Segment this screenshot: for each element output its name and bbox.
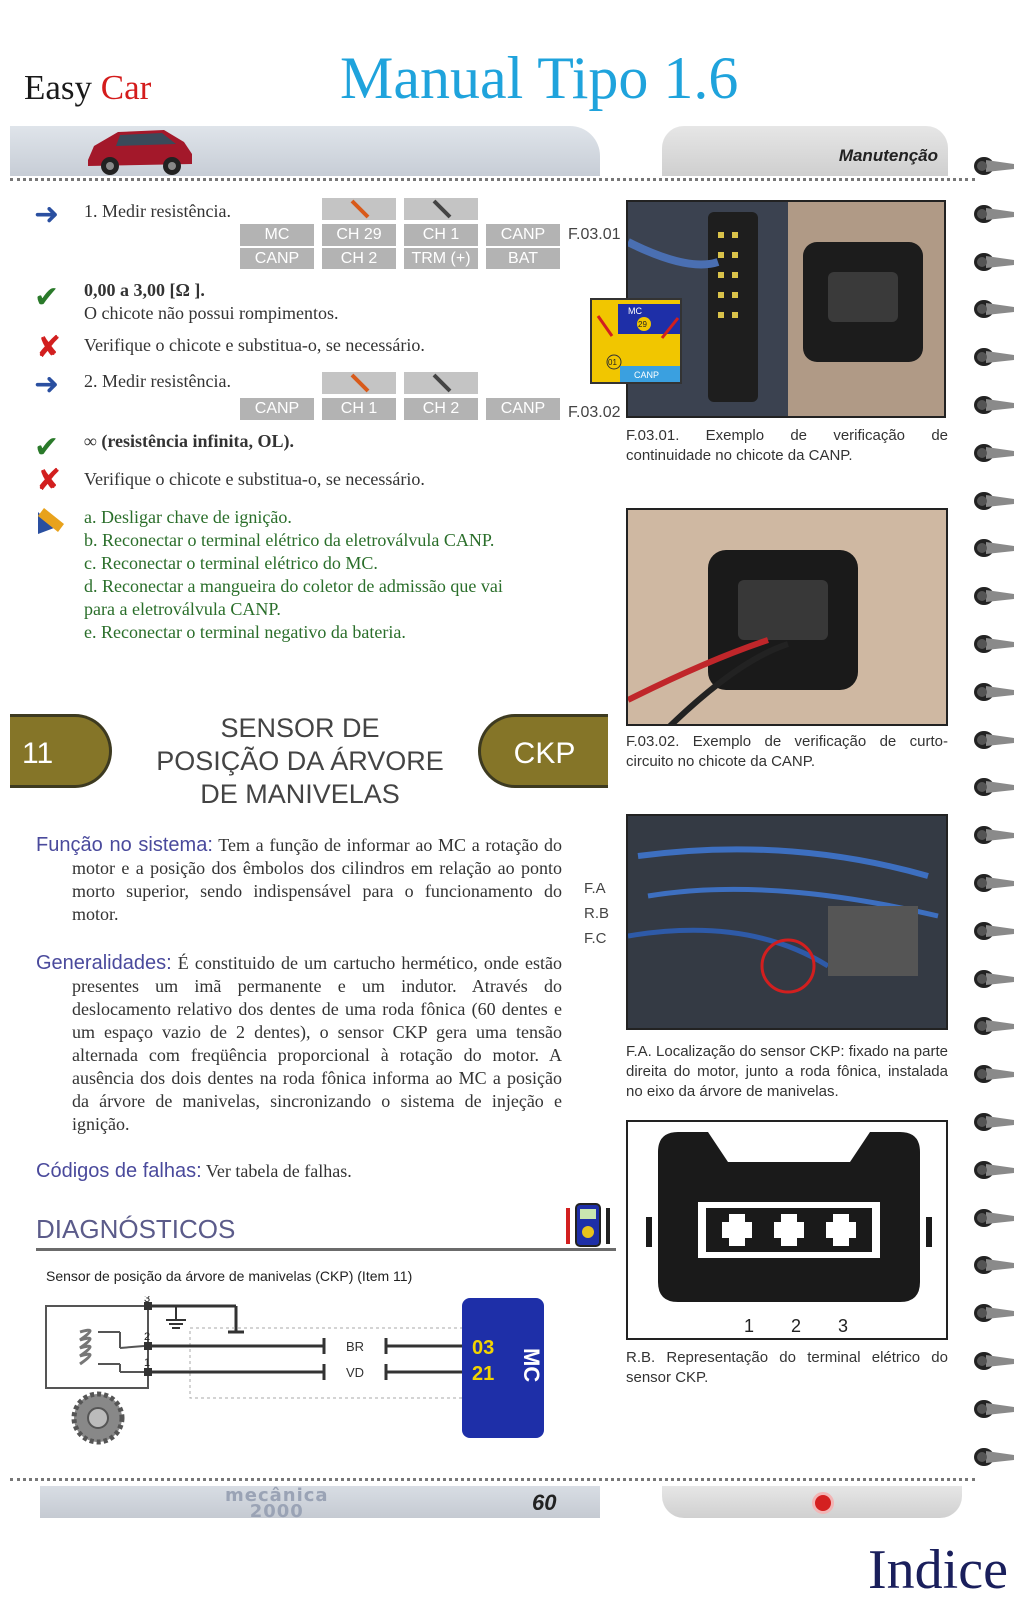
- header-divider: [10, 178, 975, 182]
- section-code: CKP: [478, 714, 608, 788]
- section-title-line: POSIÇÃO DA ÁRVORE: [156, 746, 444, 776]
- test2-cell: CANP: [486, 398, 560, 420]
- spiral-ring: [972, 394, 1016, 416]
- spiral-ring: [972, 872, 1016, 894]
- cross-icon: ✘: [36, 330, 62, 365]
- test1-ok-value: 0,00 a 3,00 [Ω ].: [84, 280, 205, 300]
- photo-fig-a: [626, 814, 948, 1030]
- spiral-ring: [972, 681, 1016, 703]
- spiral-ring: [972, 776, 1016, 798]
- spiral-ring: [972, 203, 1016, 225]
- spiral-ring: [972, 1015, 1016, 1037]
- test1-instruction: 1. Medir resistência.: [84, 201, 231, 221]
- funcao-paragraph: [36, 834, 562, 926]
- arrow-icon: ➜: [34, 197, 60, 232]
- figure-caption: F.A. Localização do sensor CKP: fixado na parte direita do motor, junto a roda fônica, instalada no eixo da árvore de manivelas.: [626, 1043, 948, 1100]
- connector-pin-label: 2: [791, 1316, 802, 1336]
- spiral-ring: [972, 1446, 1016, 1468]
- diagnosticos-rule: [36, 1248, 616, 1251]
- pin-label: 1: [144, 1357, 151, 1369]
- manual-title: Manual Tipo 1.6: [340, 45, 739, 111]
- spiral-ring: [972, 1350, 1016, 1372]
- magazine-logo-line: 2000: [249, 1501, 304, 1522]
- spiral-ring: [972, 251, 1016, 273]
- fig-ref: R.B: [584, 905, 610, 922]
- indice-link[interactable]: Indice: [868, 1539, 1008, 1601]
- test2-instruction: 2. Medir resistência.: [84, 371, 231, 391]
- restore-step: e. Reconectar o terminal negativo da bateria.: [84, 622, 406, 642]
- connector-pin-label: 1: [744, 1316, 755, 1336]
- codigos-label: Códigos de falhas:: [36, 1160, 202, 1182]
- spiral-ring: [972, 1398, 1016, 1420]
- spiral-ring: [972, 920, 1016, 942]
- test1-cell: MC: [240, 224, 314, 246]
- fig-ref: F.A: [584, 880, 606, 897]
- restore-step: a. Desligar chave de ignição.: [84, 507, 292, 527]
- inset-label: 01: [608, 358, 617, 367]
- diagnosticos-title: DIAGNÓSTICOS: [36, 1214, 236, 1244]
- figure-caption: F.03.02. Exemplo de verificação de curto-circuito no chicote da CANP.: [626, 733, 948, 770]
- header-section-tab: [662, 126, 948, 176]
- mc-pin: 03: [472, 1337, 495, 1359]
- footer-divider: [10, 1478, 975, 1481]
- test2-cell: CANP: [240, 398, 314, 420]
- test1-ok-text: O chicote não possui rompimentos.: [84, 303, 339, 323]
- generalidades-label: Generalidades:: [36, 952, 172, 974]
- inset-label: 29: [638, 320, 647, 329]
- spiral-ring: [972, 442, 1016, 464]
- arrow-icon: ➜: [34, 367, 60, 402]
- spiral-ring: [972, 1111, 1016, 1133]
- spiral-ring: [972, 729, 1016, 751]
- multimeter-icon: [560, 1200, 616, 1255]
- page-number: 60: [532, 1490, 557, 1515]
- spiral-ring: [972, 1254, 1016, 1276]
- black-probe-icon: [404, 198, 478, 220]
- wire-label: VD: [346, 1365, 365, 1380]
- brand-logo: [24, 68, 151, 108]
- test1-cell: CH 2: [322, 247, 396, 269]
- section-number: 11: [10, 714, 112, 788]
- brand-easy: Easy: [24, 68, 93, 107]
- section-name: Manutenção: [838, 146, 938, 165]
- spiral-ring: [972, 155, 1016, 177]
- funcao-label: Função no sistema:: [36, 834, 213, 856]
- fig-ref: F.C: [584, 930, 607, 947]
- red-probe-icon: [322, 372, 396, 394]
- test2-fail-text: Verifique o chicote e substitua-o, se necessário.: [84, 469, 425, 489]
- section-title-line: SENSOR DE: [220, 713, 380, 743]
- mc-label: MC: [519, 1348, 544, 1383]
- fig-ref: F.03.02: [568, 404, 621, 421]
- car-image: [80, 120, 200, 180]
- spiral-ring: [972, 537, 1016, 559]
- wire-label: BR: [346, 1339, 365, 1354]
- test1-cell: CH 29: [322, 224, 396, 246]
- photo-fig-03-02: [626, 508, 948, 726]
- inset-label: CANP: [634, 370, 660, 380]
- test1-cell: CANP: [240, 247, 314, 269]
- test2-cell: CH 2: [404, 398, 478, 420]
- test1-fail-text: Verifique o chicote e substitua-o, se necessário.: [84, 335, 425, 355]
- funcao-text: Tem a função de informar ao MC a rotação do motor e a posição dos êmbolos dos cilindros em relação ao ponto morto superior, sendo indispensável para o funcionamento do motor.: [72, 835, 563, 924]
- spiral-ring: [972, 1063, 1016, 1085]
- spiral-ring: [972, 824, 1016, 846]
- inset-label: MC: [628, 306, 642, 316]
- spiral-ring: [972, 585, 1016, 607]
- magazine-logo: [225, 1485, 329, 1522]
- spiral-ring: [972, 1207, 1016, 1229]
- check-icon: ✔: [34, 280, 60, 315]
- connector-diagram: [626, 1120, 948, 1340]
- section-title-line: DE MANIVELAS: [200, 779, 400, 809]
- test2-cell: CH 1: [322, 398, 396, 420]
- tools-icon: [34, 506, 70, 541]
- magazine-logo-line: mecânica: [225, 1485, 329, 1506]
- inset-diagram: [590, 298, 682, 384]
- spiral-ring: [972, 298, 1016, 320]
- spiral-ring: [972, 1159, 1016, 1181]
- restore-step: d. Reconectar a mangueira do coletor de admissão que vai: [84, 576, 503, 596]
- connector-pin-label: 3: [838, 1316, 849, 1336]
- restore-step: b. Reconectar o terminal elétrico da eletroválvula CANP.: [84, 530, 495, 550]
- generalidades-text: É constituido de um cartucho hermético, onde estão presentes um imã permanente e um indutor. Através do deslocamento relativo dos dentes de uma roda fônica (60 dentes e um espaço vazio de 2 dentes), o sensor CKP gera uma tensão alternada com freqüência proporcional à rotação do motor. A ausência dos dois dentes na roda fônica informa ao MC a posição da árvore de manivelas, sincronizando o sistema de injeção e ignição.: [72, 953, 562, 1134]
- figure-caption: R.B. Representação do terminal elétrico do sensor CKP.: [626, 1349, 948, 1386]
- generalidades-paragraph: [36, 952, 562, 1136]
- spiral-ring: [972, 968, 1016, 990]
- section-title: [130, 712, 470, 811]
- restore-step: c. Reconectar o terminal elétrico do MC.: [84, 553, 378, 573]
- brand-car: Car: [100, 68, 152, 107]
- pin-label: 3: [144, 1296, 151, 1305]
- spiral-ring: [972, 346, 1016, 368]
- test1-cell: CH 1: [404, 224, 478, 246]
- diagram-caption: Sensor de posição da árvore de manivelas (CKP) (Item 11): [46, 1268, 413, 1284]
- tone-wheel-icon: [70, 1390, 126, 1451]
- codigos-text: Ver tabela de falhas.: [201, 1161, 352, 1181]
- test1-cell: TRM (+): [404, 247, 478, 269]
- check-icon: ✔: [34, 430, 60, 465]
- test2-ok-value: ∞ (resistência infinita, OL).: [84, 431, 294, 451]
- test1-cell: CANP: [486, 224, 560, 246]
- cross-icon: ✘: [36, 463, 62, 498]
- figure-caption: F.03.01. Exemplo de verificação de continuidade no chicote da CANP.: [626, 427, 948, 464]
- record-icon: [812, 1492, 834, 1514]
- mc-pin: 21: [472, 1363, 495, 1385]
- spiral-ring: [972, 1302, 1016, 1324]
- restore-step: para a eletroválvula CANP.: [84, 599, 281, 619]
- red-probe-icon: [322, 198, 396, 220]
- black-probe-icon: [404, 372, 478, 394]
- test1-cell: BAT: [486, 247, 560, 269]
- spiral-ring: [972, 490, 1016, 512]
- codigos-paragraph: [36, 1160, 562, 1183]
- pin-label: 2: [144, 1331, 151, 1343]
- fig-ref: F.03.01: [568, 226, 621, 243]
- spiral-binding: [972, 155, 1022, 1495]
- spiral-ring: [972, 633, 1016, 655]
